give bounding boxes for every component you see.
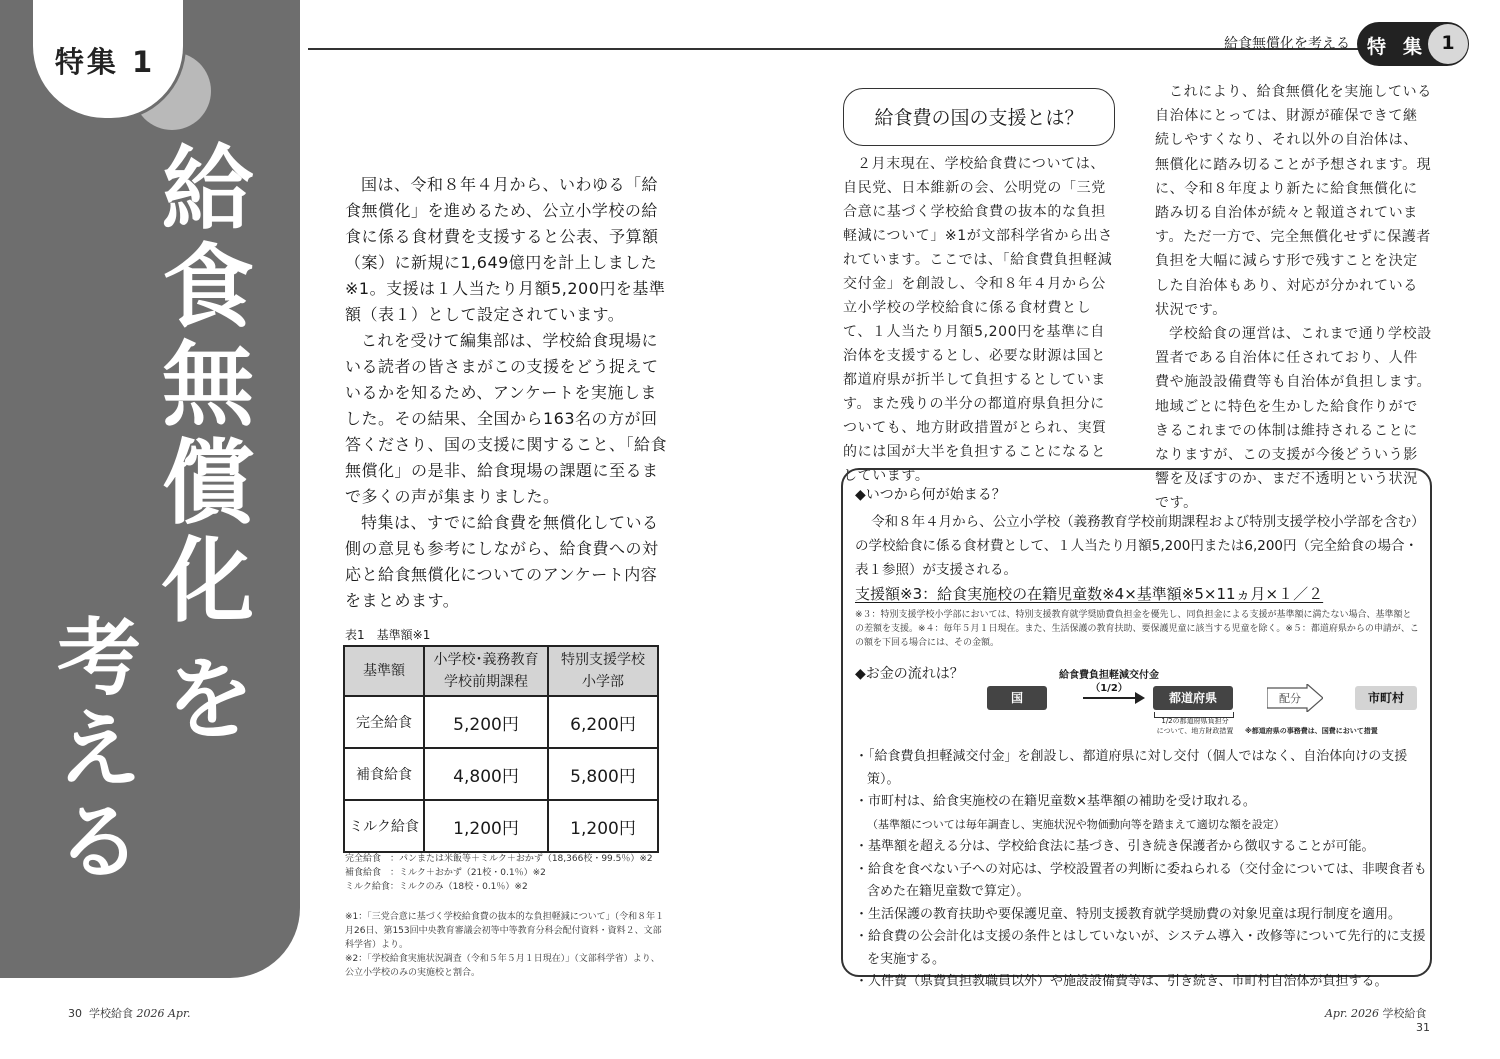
running-title: 給食無償化を考える — [1224, 36, 1350, 52]
flow-arrow-label — [1050, 669, 1168, 695]
feature-label: 特集 1 — [54, 45, 156, 79]
flow-node-city: 市町村 — [1355, 686, 1417, 710]
table-header-row — [344, 646, 658, 696]
badge-number: 1 — [1441, 32, 1455, 54]
title-char: 食 — [161, 233, 254, 341]
table-row — [344, 748, 658, 800]
info-question: ◆お金の流れは？ — [855, 666, 964, 682]
issue-date: 2026 Apr. — [136, 1007, 191, 1020]
flow-note-line: 1/2の都道府県負担分 — [1161, 717, 1229, 725]
page-number: 31 — [1416, 1021, 1430, 1034]
list-item — [855, 791, 1430, 836]
cell-elementary: 4,800円 — [424, 748, 548, 800]
table-caption: 表1 基準額※1 — [345, 628, 431, 642]
flow-node-national: 国 — [987, 686, 1047, 710]
title-char: 給 — [161, 135, 254, 243]
table-header — [424, 646, 548, 696]
issue-date: Apr. 2026 — [1324, 1007, 1379, 1020]
footnotes — [345, 910, 665, 980]
magazine-name: 学校給食 — [1382, 1007, 1427, 1020]
intro-paragraph: 特集は、すでに給食費を無償化している側の意見も参考にしながら、給食費への対応と給食無償化についてのアンケート内容をまとめます。 — [345, 513, 659, 610]
footer-right — [1310, 1005, 1430, 1034]
section-heading: 給食費の国の支援とは？ — [874, 107, 1084, 129]
flow-arrow-label-line: （1/2） — [1090, 683, 1128, 694]
intro-text — [345, 172, 670, 614]
row-label: ミルク給食 — [344, 800, 424, 852]
table-note: 補食給食 ：ミルク＋おかず（21校・0.1％）※2 — [345, 868, 546, 878]
list-item-sub: （基準額については毎年調査し、実施状況や物価動向等を踏まえて適切な額を設定） — [867, 817, 1285, 831]
footer-left — [68, 1005, 191, 1021]
info-question: ◆いつから何が始まる？ — [855, 487, 1006, 503]
flow-arrow — [1083, 697, 1139, 699]
title-char: 化 — [161, 527, 254, 635]
badge-word: 特 — [1367, 36, 1387, 58]
header-line: 特別支援学校 — [561, 652, 645, 668]
title-char: を — [165, 647, 254, 751]
title-char: 無 — [161, 331, 254, 439]
header-line: 小学校･義務教育 — [433, 652, 539, 668]
flow-note — [1155, 716, 1235, 736]
section-column — [843, 152, 1118, 488]
table-notes — [345, 852, 665, 894]
list-item: ・「給食費負担軽減交付金」を創設し、都道府県に対し交付（個人ではなく、自治体向けの支援策）。 — [855, 749, 1408, 787]
cell-elementary: 1,200円 — [424, 800, 548, 852]
list-item: ・給食費の公会計化は支援の条件とはしていないが、システム導入・改修等について先行的に支援を実施する。 — [855, 929, 1426, 967]
header-line: 小学部 — [582, 674, 624, 690]
section-paragraph: これにより、給食無償化を実施している自治体にとっては、財源が確保できて継続しやすくなり、それ以外の自治体は、無償化に踏み切ることが予想されます。現に、令和８年度より新たに給食無償化に踏み切る自治体が続々と報道されています。ただ一方で、完全無償化せずに保護者負担を大幅に減らす形で残すことを決定した自治体もあり、対応が分かれている状況です。 — [1155, 84, 1432, 318]
list-item: ・人件費（県費負担教職員以外）や施設設備費等は、引き続き、市町村自治体が負担する。 — [855, 974, 1388, 989]
title-char: 償 — [161, 429, 254, 537]
flow-distribute-label: 配分 — [1279, 692, 1301, 705]
row-label: 補食給食 — [344, 748, 424, 800]
list-item: ・生活保護の教育扶助や要保護児童、特別支援教育就学奨励費の対象児童は現行制度を適用。 — [855, 906, 1402, 922]
cell-elementary: 5,200円 — [424, 696, 548, 748]
table-row — [344, 800, 658, 852]
section-paragraph: 学校給食の運営は、これまで通り学校設置者である自治体に任されており、人件費や施設設備費等も自治体が負担します。地域ごとに特色を生かした給食作りができるこれまでの体制は維持されることになりますが、この支援が今後どういう影響を及ぼすのか、まだ不透明という状況です。 — [1155, 326, 1432, 512]
standard-amount-table — [343, 645, 659, 853]
section-column — [1155, 80, 1432, 516]
list-item: ・給食を食べない子への対応は、学校設置者の判断に委ねられる（交付金については、非喫食者も含めた在籍児童数で算定）。 — [855, 861, 1427, 899]
section-paragraph: ２月末現在、学校給食費については、自民党、日本維新の会、公明党の「三党合意に基づく学校給食費の抜本的な負担軽減について」※1が文部科学省から出されています。ここでは、「給食費負担軽減交付金」を創設し、令和８年４月から公立小学校の学校給食に係る食材費として、１人当たり月額5,200円を基準に自治体を支援するとし、必要な財源は国と都道府県が折半して負担するとしています。また残りの半分の都道府県負担分についても、地方財政措置がとられ、実質的には国が大半を負担することになるとしています。 — [843, 156, 1113, 484]
footnote: ※1：「三党合意に基づく学校給食費の抜本的な負担軽減について」（令和８年１月26日、第153回中央教育審議会初等中等教育分科会配付資料・資料２、文部科学省）より。 — [345, 912, 665, 950]
table-row — [344, 696, 658, 748]
cell-special: 6,200円 — [548, 696, 658, 748]
table-header — [548, 646, 658, 696]
table-note: ミルク給食：ミルクのみ（18校・0.1％）※2 — [345, 882, 528, 892]
row-label: 完全給食 — [344, 696, 424, 748]
table-note: 完全給食 ：パンまたは米飯等＋ミルク＋おかず（18,366校・99.5％）※2 — [345, 854, 653, 864]
badge-word: 集 — [1403, 36, 1423, 58]
header-line: 学校前期課程 — [444, 674, 528, 690]
title-char: る — [56, 792, 141, 891]
info-bullet-list — [855, 746, 1430, 994]
support-formula: 支援額※3：給食実施校の在籍児童数※4×基準額※5×11ヵ月×１／２ — [855, 585, 1324, 603]
formula-notes: ※３：特別支援学校小学部においては、特別支援教育就学奨励費負担金を優先し、同負担金による支援が基準額に満たない場合、基準額との差額を支援。※４：毎年５月１日現在。また、生活保護の教育扶助、要保護児童に該当する児童を除く。※５：都道府県からの申請が、この額を下回る場合には、その金額。 — [855, 610, 1419, 648]
flow-node-prefecture: 都道府県 — [1153, 686, 1233, 710]
footnote: ※2：「学校給食実施状況調査（令和５年５月１日現在）」（文部科学省）より、公立小学校のみの実施校と割合。 — [345, 954, 660, 978]
arrow-right-icon — [1135, 692, 1145, 704]
flow-note: ※都道府県の事務費は、国費において措置 — [1245, 727, 1378, 735]
feature-title — [148, 135, 268, 635]
cell-special: 5,800円 — [548, 748, 658, 800]
feature-title-sub — [44, 608, 154, 891]
flow-arrow-label-line: 給食費負担軽減交付金 — [1059, 670, 1159, 681]
flow-note-line: について、地方財政措置 — [1156, 727, 1234, 735]
info-answer: 令和８年４月から、公立小学校（義務教育学校前期課程および特別支援学校小学部を含む）の学校給食に係る食材費として、１人当たり月額5,200円または6,200円（完全給食の場合・表１参照）が支援される。 — [855, 514, 1419, 578]
title-char: え — [56, 700, 141, 799]
list-item: ・基準額を超える分は、学校給食法に基づき、引き続き保護者から徴収することが可能。 — [855, 839, 1375, 854]
intro-paragraph: 国は、令和８年４月から、いわゆる「給食無償化」を進めるため、公立小学校の給食に係る食材費を支援すると公表、予算額（案）に新規に1,649億円を計上しました※1。支援は１人当たり月額5,200円を基準額（表１）として設定されています。 — [345, 175, 666, 324]
page-number: 30 — [68, 1007, 82, 1020]
magazine-name: 学校給食 — [89, 1007, 133, 1020]
intro-paragraph: これを受けて編集部は、学校給食現場にいる読者の皆さまがこの支援をどう捉えているかを知るため、アンケートを実施しました。その結果、全国から163名の方が回答くださり、国の支援に関すること、「給食無償化」の是非、給食現場の課題に至るまで多くの声が集まりました。 — [345, 331, 668, 506]
table-header: 基準額 — [344, 646, 424, 696]
list-item-text: ・市町村は、給食実施校の在籍児童数×基準額の補助を受け取れる。 — [855, 794, 1256, 809]
title-char: 考 — [56, 608, 141, 707]
cell-special: 1,200円 — [548, 800, 658, 852]
